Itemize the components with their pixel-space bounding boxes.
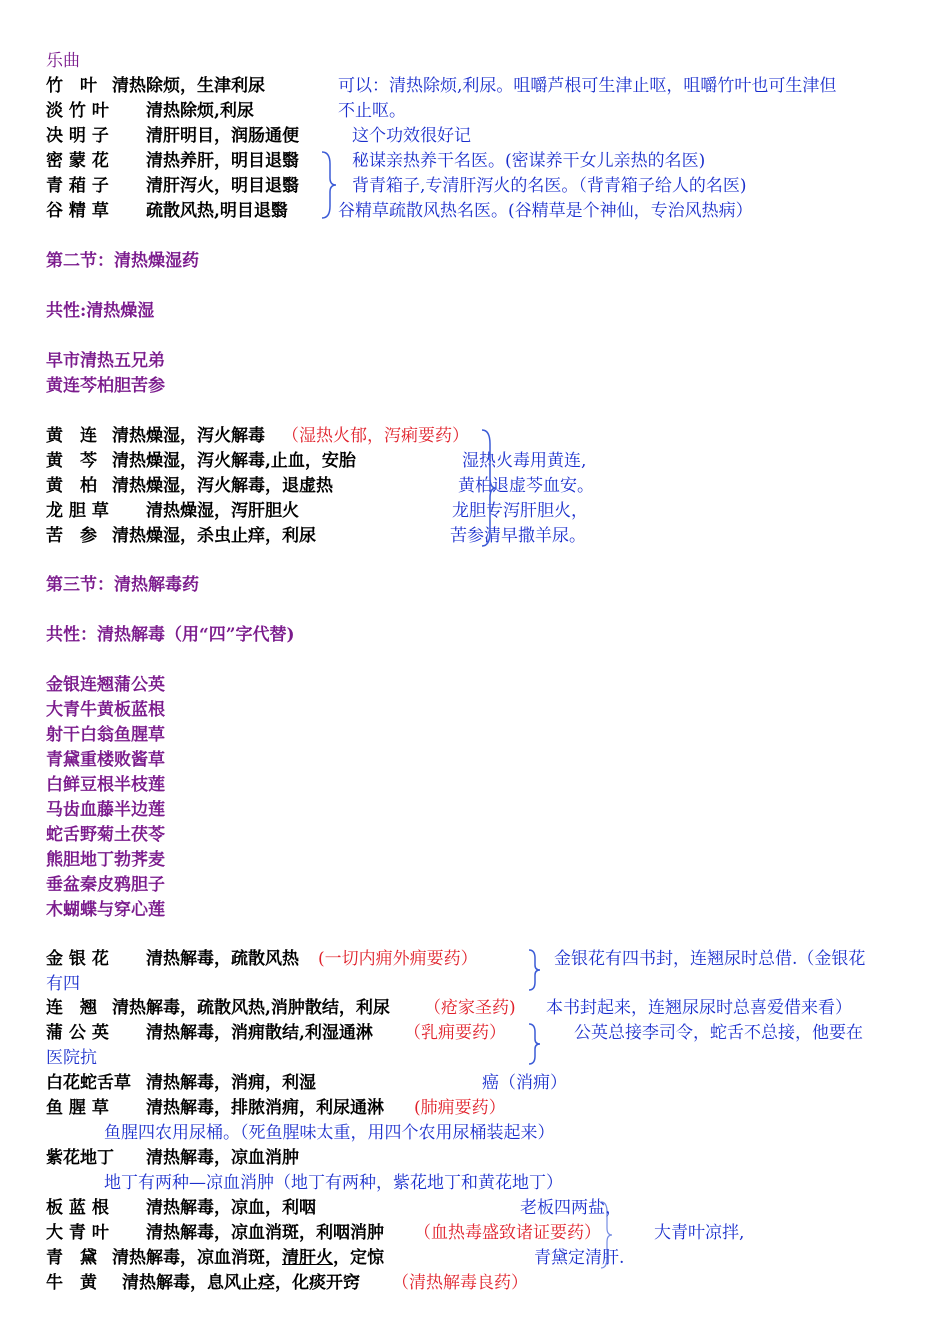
herb-name-huanglian: 黄 连 [46,426,97,446]
herb-name-huangqin: 黄 芩 [46,451,97,471]
mnemonic-qingxiangzi: 背青箱子,专清肝泻火的名医。（背青箱子给人的名医) [352,176,747,196]
herb-name-zhuye: 竹 叶 [46,76,97,96]
herb-effect-qingdai-a: 清热解毒，凉血消斑， [112,1248,282,1268]
herb-effect-mimenghua: 清热养肝，明目退翳 [146,151,299,171]
herb-name-banlangen: 板 蓝 根 [46,1198,109,1218]
mnemonic-pugongying: 公英总接李司令，蛇舌不总接，他要在 [574,1023,863,1043]
herb-effect-banlangen: 清热解毒，凉血，利咽 [146,1198,316,1218]
section-commonality: 共性:清热燥湿 [46,301,155,321]
verse-line: 马齿血藤半边莲 [46,800,165,820]
brace-icon [598,1200,614,1270]
mnemonic-kushen: 苦参清早撒羊尿。 [450,526,586,546]
verse-line: 垂盆秦皮鸦胆子 [46,875,165,895]
herb-effect-danzhuye: 清热除烦,利尿 [146,101,254,121]
herb-effect-kushen: 清热燥湿，杀虫止痒，利尿 [112,526,316,546]
herb-name-danzhuye: 淡 竹 叶 [46,101,109,121]
herb-name-kushen: 苦 参 [46,526,97,546]
herb-name-gujingcao: 谷 精 草 [46,201,109,221]
verse-line: 熊胆地丁勃荠麦 [46,850,165,870]
verse-line: 射干白翁鱼腥草 [46,725,165,745]
brace-icon [526,1022,542,1066]
herb-name-longdancao: 龙 胆 草 [46,501,109,521]
mnemonic-daqingye: 大青叶凉拌, [654,1223,745,1243]
herb-effect-gujingcao: 疏散风热,明目退翳 [146,201,288,221]
herb-effect-niuhuang: 清热解毒，息风止痉，化痰开窍 [122,1273,360,1293]
brace-icon [318,150,338,220]
mnemonic-huangbo: 黄柏退虚芩血安。 [458,476,594,496]
herb-name-qingdai: 青 黛 [46,1248,97,1268]
mnemonic-pugongying-cont: 医院抗 [46,1048,97,1068]
herb-effect-longdancao: 清热燥湿，泻肝胆火 [146,501,299,521]
herb-name-mimenghua: 密 蒙 花 [46,151,109,171]
herb-name-niuhuang: 牛 黄 [46,1273,97,1293]
herb-effect-baihuasheshecao: 清热解毒，消痈，利湿 [146,1073,316,1093]
herb-effect-juemingzi: 清肝明目，润肠通便 [146,126,299,146]
mnemonic-banlangen: 老板四两盐， [520,1198,622,1218]
header-fragment: 乐曲 [46,51,80,71]
verse-line: 木蝴蝶与穿心莲 [46,900,165,920]
herb-effect-zihuadiding: 清热解毒，凉血消肿 [146,1148,299,1168]
herb-name-zihuadiding: 紫花地丁 [46,1148,114,1168]
herb-name-jinyinhua: 金 银 花 [46,949,109,969]
herb-effect-lianqiao: 清热解毒，疏散风热,消肿散结，利尿 [112,998,390,1018]
mnemonic-juemingzi: 这个功效很好记 [352,126,471,146]
mnemonic-qingdai: 青黛定清肝. [534,1248,625,1268]
herb-name-daqingye: 大 青 叶 [46,1223,109,1243]
section-commonality: 共性：清热解毒（用“四”字代替) [46,625,295,645]
herb-note-jinyinhua: (一切内痈外痈要药） [318,949,478,969]
verse-line: 金银连翘蒲公英 [46,675,165,695]
verse-line: 大青牛黄板蓝根 [46,700,165,720]
herb-note-niuhuang: （清热解毒良药） [392,1273,528,1293]
verse-line: 青黛重楼败酱草 [46,750,165,770]
herb-note-yuxingcao: (肺痈要药） [414,1098,506,1118]
herb-effect-huanglian: 清热燥湿，泻火解毒 [112,426,265,446]
herb-effect-huangbo: 清热燥湿，泻火解毒，退虚热 [112,476,333,496]
herb-note-huanglian: （湿热火郁，泻痢要药） [282,426,469,446]
rhyme-line-2: 黄连芩柏胆苦参 [46,376,165,396]
herb-effect-qingdai [112,1247,384,1269]
herb-note-daqingye: （血热毒盛致诸证要药） [414,1223,601,1243]
mnemonic-lianqiao: 本书封起来，连翘尿尿时总喜爱借来看） [546,998,852,1018]
brace-icon [478,428,498,548]
mnemonic-gujingcao: 谷精草疏散风热名医。(谷精草是个神仙，专治风热病） [338,201,753,221]
mnemonic-jinyinhua-cont: 有四 [46,974,80,994]
mnemonic-zihuadiding: 地丁有两种—凉血消肿（地丁有两种，紫花地丁和黄花地丁） [104,1173,563,1193]
herb-effect-pugongying: 清热解毒，消痈散结,利湿通淋 [146,1023,373,1043]
herb-name-juemingzi: 决 明 子 [46,126,109,146]
herb-effect-qingxiangzi: 清肝泻火，明目退翳 [146,176,299,196]
mnemonic-jinyinhua: 金银花有四书封，连翘尿时总借.（金银花 [554,949,866,969]
herb-note-lianqiao: （疮家圣药) [424,998,516,1018]
mnemonic-mimenghua: 秘谋亲热养干名医。(密谋养干女儿亲热的名医) [352,151,706,171]
herb-name-pugongying: 蒲 公 英 [46,1023,109,1043]
verse-line: 白鲜豆根半枝莲 [46,775,165,795]
herb-effect-huangqin: 清热燥湿，泻火解毒,止血，安胎 [112,451,356,471]
brace-icon [526,948,542,992]
herb-name-qingxiangzi: 青 葙 子 [46,176,109,196]
section-title-qingre-zaoshi: 第二节：清热燥湿药 [46,251,199,271]
herb-effect-jinyinhua: 清热解毒，疏散风热 [146,949,299,969]
rhyme-line-1: 早市清热五兄弟 [46,351,165,371]
herb-name-huangbo: 黄 柏 [46,476,97,496]
mnemonic-huanglian: 湿热火毒用黄连, [462,451,587,471]
verse-line: 蛇舌野菊土茯苓 [46,825,165,845]
herb-effect-yuxingcao: 清热解毒，排脓消痈，利尿通淋 [146,1098,384,1118]
herb-effect-qingdai-b: ，定惊 [333,1248,384,1268]
herb-effect-zhuye: 清热除烦，生津利尿 [112,76,265,96]
herb-name-baihuasheshecao: 白花蛇舌草 [46,1073,131,1093]
mnemonic-longdancao: 龙胆专泻肝胆火， [452,501,588,521]
herb-effect-qingdai-underlined: 清肝火 [282,1248,333,1268]
mnemonic-zhuye-cont: 不止呕。 [338,101,406,121]
herb-effect-daqingye: 清热解毒，凉血消斑，利咽消肿 [146,1223,384,1243]
herb-name-yuxingcao: 鱼 腥 草 [46,1098,109,1118]
mnemonic-baihuasheshecao: 癌（消痈） [482,1073,567,1093]
mnemonic-zhuye: 可以：清热除烦,利尿。咀嚼芦根可生津止呕，咀嚼竹叶也可生津但 [338,76,837,96]
section-title-qingre-jiedu: 第三节：清热解毒药 [46,575,199,595]
herb-note-pugongying: （乳痈要药） [404,1023,506,1043]
herb-name-lianqiao: 连 翘 [46,998,97,1018]
mnemonic-yuxingcao: 鱼腥四农用尿桶。（死鱼腥味太重，用四个农用尿桶装起来） [104,1123,555,1143]
